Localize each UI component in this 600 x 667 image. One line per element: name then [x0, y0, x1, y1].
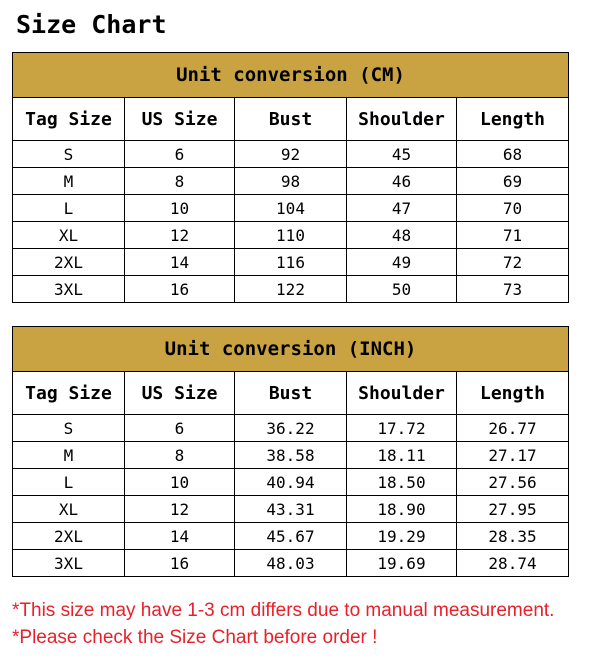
column-header: Bust [235, 98, 347, 141]
table-cell: 92 [235, 141, 347, 168]
table-cell: 18.11 [347, 442, 457, 469]
table-cell: 45.67 [235, 523, 347, 550]
size-table-inch [12, 326, 569, 577]
table-cell: 98 [235, 168, 347, 195]
column-header: US Size [125, 98, 235, 141]
column-header: Shoulder [347, 98, 457, 141]
note-line: *Please check the Size Chart before order ! [12, 627, 378, 648]
table-row [13, 222, 569, 249]
table-cell: 43.31 [235, 496, 347, 523]
table-cell: 6 [125, 415, 235, 442]
table-cell: 2XL [13, 249, 125, 276]
column-header: Bust [235, 372, 347, 415]
table-row [13, 550, 569, 577]
table-cell: 28.74 [457, 550, 569, 577]
table-cell: 45 [347, 141, 457, 168]
column-header: Length [457, 372, 569, 415]
table-cell: 3XL [13, 550, 125, 577]
table-cell: 27.56 [457, 469, 569, 496]
table-cell: S [13, 141, 125, 168]
table-cell: 116 [235, 249, 347, 276]
table-caption: Unit conversion (CM) [13, 53, 569, 98]
column-header: US Size [125, 372, 235, 415]
table-cell: 46 [347, 168, 457, 195]
table-cell: 48.03 [235, 550, 347, 577]
table-cell: 27.95 [457, 496, 569, 523]
table-row [13, 523, 569, 550]
table-cell: 110 [235, 222, 347, 249]
table-row [13, 141, 569, 168]
table-cell: 3XL [13, 276, 125, 303]
table-cell: 8 [125, 168, 235, 195]
page-title: Size Chart [16, 10, 167, 39]
table-row [13, 496, 569, 523]
column-header: Length [457, 98, 569, 141]
table-cell: 49 [347, 249, 457, 276]
table-cell: 10 [125, 195, 235, 222]
table-cell: 50 [347, 276, 457, 303]
table-cell: 48 [347, 222, 457, 249]
table-row [13, 469, 569, 496]
column-header: Tag Size [13, 372, 125, 415]
table-cell: 12 [125, 496, 235, 523]
size-table-cm [12, 52, 569, 303]
table-cell: 28.35 [457, 523, 569, 550]
table-row [13, 442, 569, 469]
table-cell: 71 [457, 222, 569, 249]
table-row [13, 195, 569, 222]
table-cell: 70 [457, 195, 569, 222]
table-row [13, 276, 569, 303]
table-cell: 38.58 [235, 442, 347, 469]
table-cell: M [13, 442, 125, 469]
table-cell: 16 [125, 276, 235, 303]
table-cell: 27.17 [457, 442, 569, 469]
table-cell: 2XL [13, 523, 125, 550]
table-cell: L [13, 195, 125, 222]
header-row [13, 98, 569, 141]
header-row [13, 372, 569, 415]
table-cell: 18.50 [347, 469, 457, 496]
table-cell: 19.69 [347, 550, 457, 577]
table-cell: 16 [125, 550, 235, 577]
table-cell: 12 [125, 222, 235, 249]
table-cell: 10 [125, 469, 235, 496]
column-header: Tag Size [13, 98, 125, 141]
table-cell: 18.90 [347, 496, 457, 523]
table-cell: M [13, 168, 125, 195]
table-cell: 17.72 [347, 415, 457, 442]
table-cell: 6 [125, 141, 235, 168]
table-row [13, 168, 569, 195]
table-caption: Unit conversion (INCH) [13, 327, 569, 372]
table-cell: 8 [125, 442, 235, 469]
table-cell: 40.94 [235, 469, 347, 496]
table-cell: L [13, 469, 125, 496]
table-cell: 72 [457, 249, 569, 276]
note-line: *This size may have 1-3 cm differs due to manual measurement. [12, 600, 555, 621]
table-cell: S [13, 415, 125, 442]
table-cell: 26.77 [457, 415, 569, 442]
table-cell: 36.22 [235, 415, 347, 442]
table-cell: 47 [347, 195, 457, 222]
column-header: Shoulder [347, 372, 457, 415]
table-cell: XL [13, 222, 125, 249]
table-cell: XL [13, 496, 125, 523]
table-cell: 73 [457, 276, 569, 303]
table-cell: 19.29 [347, 523, 457, 550]
table-cell: 14 [125, 523, 235, 550]
notes [12, 597, 554, 651]
table-cell: 69 [457, 168, 569, 195]
table-cell: 14 [125, 249, 235, 276]
table-cell: 122 [235, 276, 347, 303]
table-row [13, 249, 569, 276]
table-row [13, 415, 569, 442]
table-cell: 104 [235, 195, 347, 222]
table-cell: 68 [457, 141, 569, 168]
